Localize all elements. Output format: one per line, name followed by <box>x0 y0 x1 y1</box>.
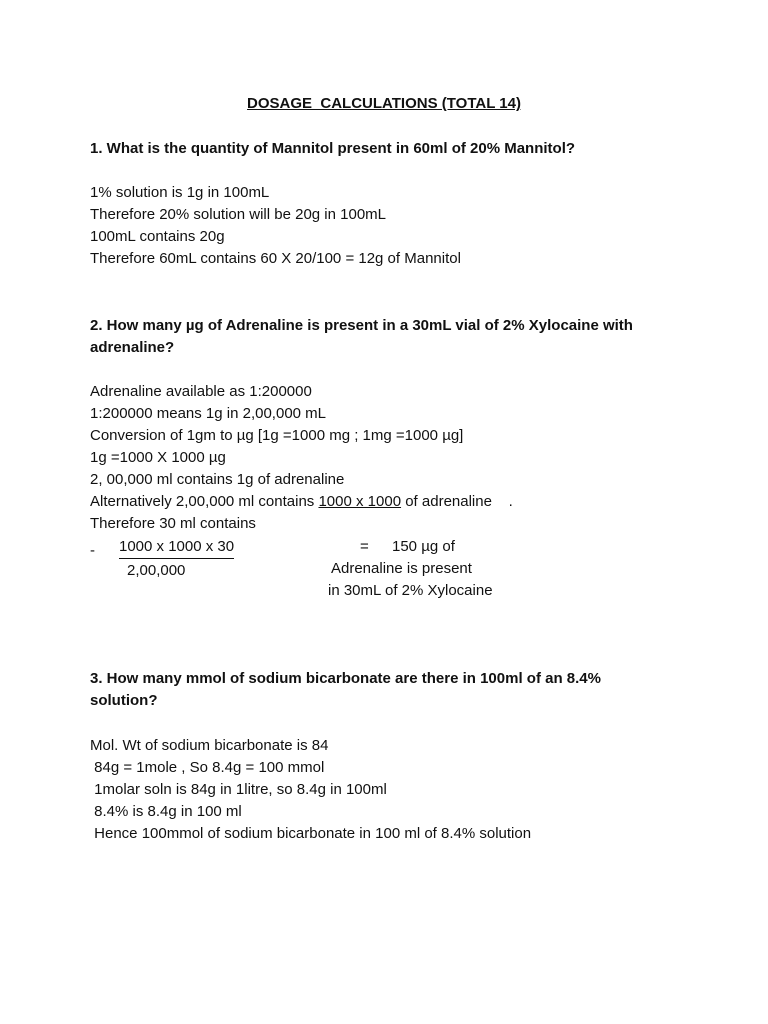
q2-therefore-line: Therefore 30 ml contains <box>90 515 256 532</box>
alt-underlined-value: 1000 x 1000 <box>318 493 402 510</box>
q3-line: Mol. Wt of sodium bicarbonate is 84 <box>90 737 329 754</box>
q1-line: Therefore 60mL contains 60 X 20/100 = 12g of Mannitol <box>90 250 461 267</box>
question-2-line-1: 2. How many µg of Adrenaline is present in a 30mL vial of 2% Xylocaine with <box>90 317 633 334</box>
question-2-line-2: adrenaline? <box>90 339 175 356</box>
q3-line: Hence 100mmol of sodium bicarbonate in 100 ml of 8.4% solution <box>90 825 532 842</box>
q2-line: Conversion of 1gm to µg [1g =1000 mg ; 1mg =1000 µg] <box>90 427 464 444</box>
fraction-dash: - <box>90 542 95 559</box>
equals-sign: = <box>360 538 369 555</box>
q3-line: 8.4% is 8.4g in 100 ml <box>90 803 242 820</box>
q2-line: 1g =1000 X 1000 µg <box>90 449 226 466</box>
question-1: 1. What is the quantity of Mannitol present in 60ml of 20% Mannitol? <box>90 140 576 157</box>
alt-suffix: of adrenaline . <box>401 493 513 510</box>
q3-line: 1molar soln is 84g in 1litre, so 8.4g in 100ml <box>90 781 387 798</box>
fraction-denominator: 2,00,000 <box>127 562 186 579</box>
q2-line: Adrenaline available as 1:200000 <box>90 383 312 400</box>
q1-line: Therefore 20% solution will be 20g in 100mL <box>90 206 387 223</box>
q2-alternative-line <box>90 492 513 512</box>
q2-line: 2, 00,000 ml contains 1g of adrenaline <box>90 471 345 488</box>
fraction-numerator: 1000 x 1000 x 30 <box>119 537 234 559</box>
q2-line: 1:200000 means 1g in 2,00,000 mL <box>90 405 327 422</box>
result-line-1: 150 µg of <box>392 538 455 555</box>
result-line-3: in 30mL of 2% Xylocaine <box>328 582 493 599</box>
question-3-line-2: solution? <box>90 692 158 709</box>
q3-line: 84g = 1mole , So 8.4g = 100 mmol <box>90 759 325 776</box>
document-title: DOSAGE CALCULATIONS (TOTAL 14) <box>247 95 521 112</box>
alt-prefix: Alternatively 2,00,000 ml contains <box>90 493 319 510</box>
q1-line: 1% solution is 1g in 100mL <box>90 184 270 201</box>
result-line-2: Adrenaline is present <box>331 560 472 577</box>
question-3-line-1: 3. How many mmol of sodium bicarbonate are there in 100ml of an 8.4% <box>90 670 601 687</box>
q1-line: 100mL contains 20g <box>90 228 225 245</box>
